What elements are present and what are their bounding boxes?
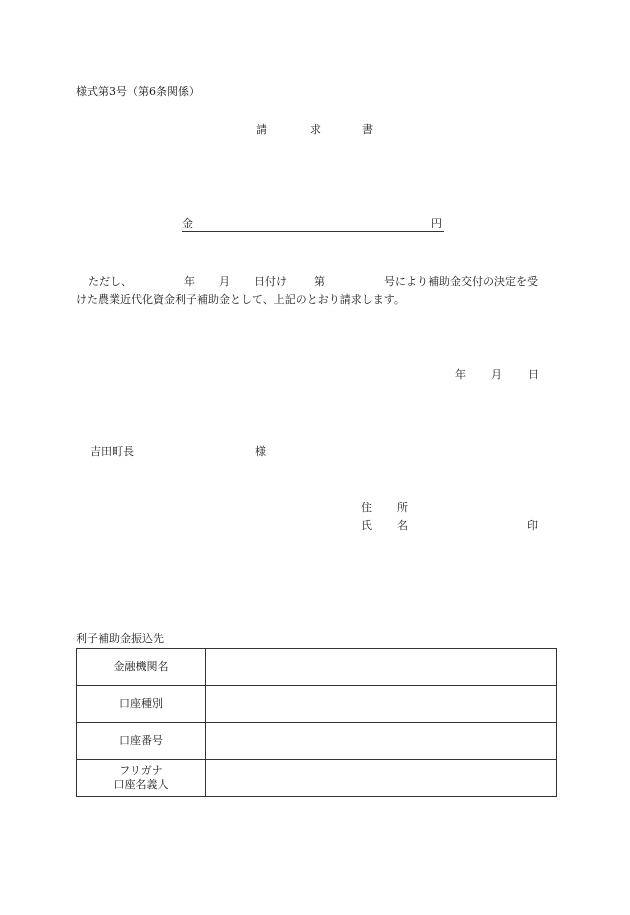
form-title-3 [362,123,373,137]
furigana-label: フリガナ [119,764,163,777]
title-char-1: 請 [256,123,267,136]
table-row [77,686,557,723]
address-label-1: 住 [361,501,372,514]
date-day: 日 [528,368,539,381]
body-dai: 第 [314,275,325,288]
table-row [77,760,557,797]
table-row [77,723,557,760]
seal-mark: 印 [527,519,538,532]
body-tsuki: 月 [219,275,230,288]
form-number: 様式第3号（第6条関係） [76,85,200,98]
date-year: 年 [455,368,466,381]
bank-name-label: 金融機関名 [77,649,206,686]
amount-prefix: 金 [182,217,193,230]
account-holder-name-label: 口座名義人 [113,778,169,791]
account-holder-label [77,760,206,797]
name-label-1: 氏 [361,519,372,532]
address-label-2: 所 [397,501,408,514]
form-title [256,123,267,137]
amount-field[interactable] [182,217,444,232]
account-number-field[interactable] [206,723,557,760]
bank-name-field[interactable] [206,649,557,686]
name-label-2: 名 [397,519,408,532]
title-char-3: 書 [362,123,373,136]
body-tadashi: ただし、 [88,275,132,288]
account-number-label: 口座番号 [77,723,206,760]
addressee-honorific: 様 [255,445,266,458]
amount-suffix: 円 [431,217,442,230]
bank-account-table [76,648,557,797]
body-line-2: けた農業近代化資金利子補助金として、上記のとおり請求します。 [76,293,405,306]
account-holder-field[interactable] [206,760,557,797]
body-rest: 号により補助金交付の決定を受 [384,275,538,288]
addressee-name: 吉田町長 [90,445,134,458]
table-row [77,649,557,686]
body-nen: 年 [184,275,195,288]
title-char-2: 求 [310,123,321,136]
date-month: 月 [491,368,502,381]
form-title-2 [310,123,321,137]
account-type-field[interactable] [206,686,557,723]
account-type-label: 口座種別 [77,686,206,723]
body-hizuke: 日付け [254,275,287,288]
bank-heading: 利子補助金振込先 [76,632,164,645]
